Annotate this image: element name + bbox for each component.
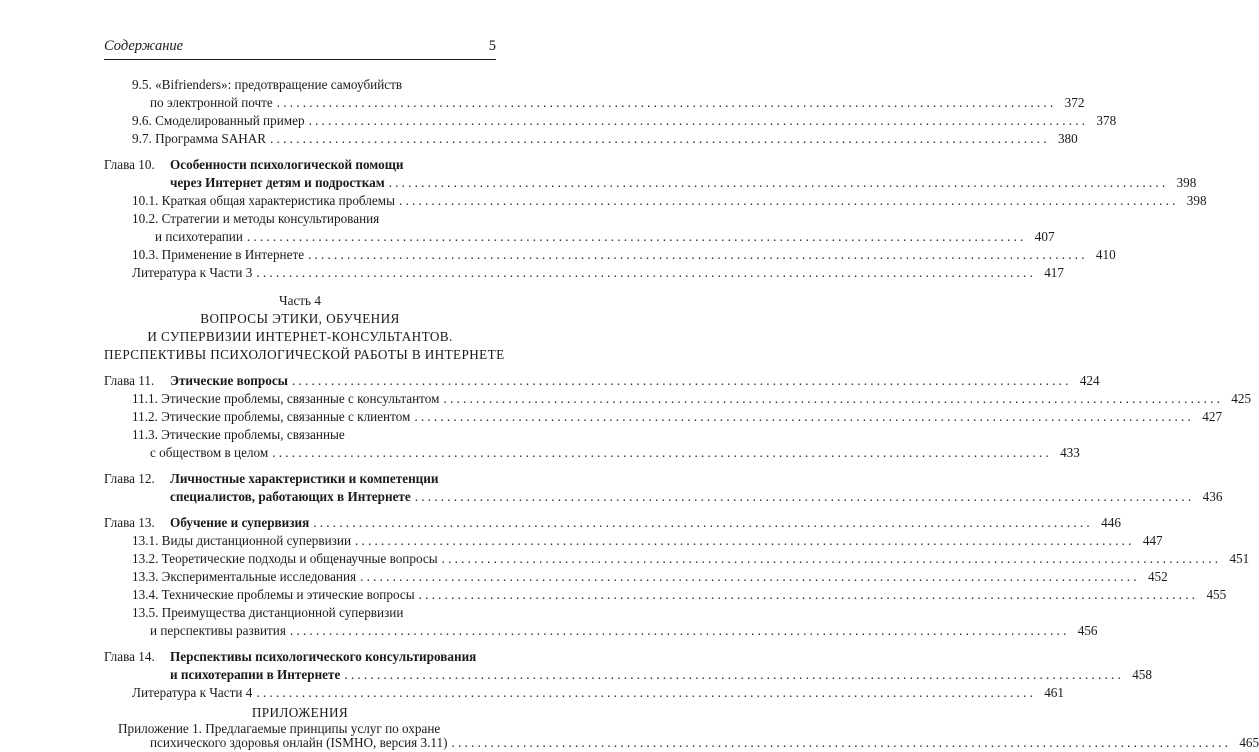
toc-page-number: 452 (1147, 569, 1168, 584)
chapter-label: Глава 14. (104, 649, 155, 664)
toc-entry-title: 11.3. Этические проблемы, связанные (132, 427, 345, 442)
toc-chapter-entry[interactable] (104, 372, 1100, 390)
toc-page-number: 424 (1079, 373, 1100, 388)
toc-page-number: 456 (1077, 623, 1098, 638)
leader-dots: ........................................................................................................................ (418, 587, 1199, 602)
header-rule (104, 59, 496, 60)
toc-entry-title: 10.3. Применение в Интернете (132, 247, 305, 262)
toc-page-number: 372 (1064, 95, 1085, 110)
toc-entry[interactable] (132, 532, 1163, 550)
leader-dots: ........................................................................................................................ (388, 175, 1169, 190)
leader-dots: ........................................................................................................................ (451, 735, 1232, 750)
leader-dots: ........................................................................................................................ (344, 667, 1124, 682)
toc-entry-title: Литература к Части 4 (132, 685, 253, 700)
leader-dots: ........................................................................................................................ (414, 489, 1195, 504)
toc-entry-title: специалистов, работающих в Интернете (170, 489, 411, 504)
leader-dots: ........................................................................................................................ (256, 265, 1036, 280)
part-title-line: ВОПРОСЫ ЭТИКИ, ОБУЧЕНИЯ (200, 311, 400, 326)
toc-page-number: 458 (1132, 667, 1152, 682)
toc-entry[interactable] (132, 390, 1252, 408)
toc-entry[interactable] (132, 550, 1250, 568)
toc-entry-title: психического здоровья онлайн (ISMHO, версия 3.11) (150, 735, 448, 750)
leader-dots: ........................................................................................................................ (270, 131, 1050, 146)
toc-entry-title: и перспективы развития (150, 623, 286, 638)
toc-entry[interactable] (150, 444, 1080, 462)
toc-entry-title: и психотерапии в Интернете (170, 667, 341, 682)
toc-chapter-entry[interactable] (104, 470, 496, 488)
toc-entry[interactable] (150, 622, 1098, 640)
toc-entry-title: и психотерапии (155, 229, 243, 244)
toc-entry-title: Особенности психологической помощи (170, 157, 404, 172)
toc-page-number: 380 (1057, 131, 1078, 146)
leader-dots: ........................................................................................................................ (443, 391, 1224, 406)
leader-dots: ........................................................................................................................ (276, 95, 1057, 110)
leader-dots: ........................................................................................................................ (414, 409, 1195, 424)
leader-dots: ........................................................................................................................ (256, 685, 1036, 700)
toc-chapter-entry[interactable] (170, 488, 1223, 506)
toc-entry[interactable] (132, 604, 496, 622)
toc-entry-title: 13.2. Теоретические подходы и общенаучные вопросы (132, 551, 438, 566)
toc-page-number: 461 (1044, 685, 1064, 700)
toc-entry-title: через Интернет детям и подросткам (170, 175, 385, 190)
page-number: 5 (488, 38, 496, 54)
toc-page-number: 465 (1239, 735, 1259, 750)
toc-entry-title: 13.3. Экспериментальные исследования (132, 569, 357, 584)
toc-entry[interactable] (132, 112, 1117, 130)
running-head (104, 38, 496, 55)
toc-entry-title: 10.2. Стратегии и методы консультирования (132, 211, 380, 226)
toc-entry[interactable] (150, 94, 1085, 112)
toc-page-number: 398 (1176, 175, 1197, 190)
toc-entry[interactable] (132, 586, 1227, 604)
part-title-line: ПЕРСПЕКТИВЫ ПСИХОЛОГИЧЕСКОЙ РАБОТЫ В ИНТЕРНЕТЕ (104, 347, 505, 362)
chapter-label: Глава 10. (104, 157, 155, 172)
toc-page-number: 436 (1202, 489, 1223, 504)
toc-chapter-entry[interactable] (170, 174, 1197, 192)
leader-dots: ........................................................................................................................ (360, 569, 1140, 584)
toc-entry-title: Перспективы психологического консультирования (170, 649, 477, 664)
toc-entry-title: 13.5. Преимущества дистанционной супервизии (132, 605, 404, 620)
toc-entry-title: по электронной почте (150, 95, 273, 110)
toc-page-number: 378 (1096, 113, 1117, 128)
chapter-label: Глава 12. (104, 471, 155, 486)
toc-entry-title: Личностные характеристики и компетенции (170, 471, 439, 486)
running-head-title: Содержание (104, 38, 184, 54)
toc-entry[interactable] (132, 210, 496, 228)
toc-entry-title: Обучение и супервизия (170, 515, 310, 530)
toc-entry-title: 13.4. Технические проблемы и этические вопросы (132, 587, 415, 602)
toc-page-number: 417 (1044, 265, 1064, 280)
leader-dots: ........................................................................................................................ (308, 113, 1089, 128)
leader-dots: ........................................................................................................................ (308, 247, 1088, 262)
toc-chapter-entry[interactable] (170, 666, 1152, 684)
toc-entry-title: 9.6. Смоделированный пример (132, 113, 305, 128)
toc-page-number: 398 (1186, 193, 1207, 208)
toc-entry-title: Приложение 1. Предлагаемые принципы услуг по охране (118, 721, 441, 736)
leader-dots: ........................................................................................................................ (441, 551, 1222, 566)
toc-entry[interactable] (132, 408, 1223, 426)
toc-entry[interactable] (132, 426, 496, 444)
chapter-label: Глава 11. (104, 373, 155, 388)
toc-chapter-entry[interactable] (104, 156, 496, 174)
chapter-label: Глава 13. (104, 515, 155, 530)
toc-entry-title: 9.7. Программа SAHAR (132, 131, 267, 146)
toc-page-number: 455 (1206, 587, 1227, 602)
toc-page-number: 451 (1229, 551, 1250, 566)
part-label: Часть 4 (279, 293, 321, 308)
toc-entry[interactable] (155, 228, 1055, 246)
toc-entry-title: с обществом в целом (150, 445, 269, 460)
part-title-line: И СУПЕРВИЗИИ ИНТЕРНЕТ-КОНСУЛЬТАНТОВ. (147, 329, 453, 344)
toc-entry[interactable] (132, 246, 1116, 264)
leader-dots: ........................................................................................................................ (246, 229, 1027, 244)
toc-entry-title: Этические вопросы (170, 373, 288, 388)
toc-page-number: 433 (1060, 445, 1080, 460)
toc-entry[interactable] (132, 130, 1078, 148)
leader-dots: ........................................................................................................................ (355, 533, 1135, 548)
leader-dots: ........................................................................................................................ (313, 515, 1093, 530)
toc-entry-title: 9.5. «Bifrienders»: предотвращение самоубийств (132, 77, 403, 92)
toc-page-number: 410 (1095, 247, 1116, 262)
toc-entry-title: Литература к Части 3 (132, 265, 253, 280)
toc-entry[interactable] (132, 192, 1207, 210)
leader-dots: ........................................................................................................................ (272, 445, 1052, 460)
leader-dots: ........................................................................................................................ (291, 373, 1072, 388)
leader-dots: ........................................................................................................................ (398, 193, 1179, 208)
toc-page-number: 446 (1101, 515, 1121, 530)
toc-entry-title: 11.1. Этические проблемы, связанные с консультантом (132, 391, 440, 406)
toc-entry[interactable] (132, 264, 1064, 282)
toc-entry-title: 13.1. Виды дистанционной супервизии (132, 533, 352, 548)
toc-entry[interactable] (150, 734, 1259, 752)
toc-page-number: 447 (1142, 533, 1163, 548)
leader-dots: ........................................................................................................................ (289, 623, 1070, 638)
toc-chapter-entry[interactable] (104, 514, 1121, 532)
toc-page-number: 407 (1034, 229, 1055, 244)
toc-entry[interactable] (132, 684, 1064, 702)
toc-chapter-entry[interactable] (104, 648, 496, 666)
toc-entry[interactable] (132, 568, 1168, 586)
appendix-heading: ПРИЛОЖЕНИЯ (251, 705, 349, 720)
toc-page-number: 427 (1202, 409, 1223, 424)
toc-page-number: 425 (1231, 391, 1252, 406)
toc-entry[interactable] (132, 76, 496, 94)
toc-entry-title: 11.2. Этические проблемы, связанные с клиентом (132, 409, 411, 424)
toc-entry-title: 10.1. Краткая общая характеристика проблемы (132, 193, 395, 208)
